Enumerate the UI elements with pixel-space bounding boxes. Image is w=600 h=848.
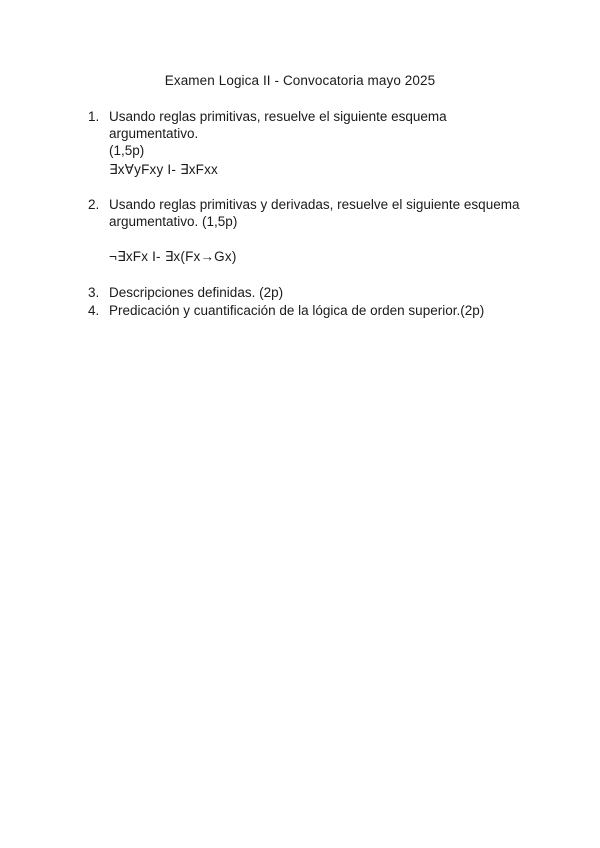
question-line: Descripciones definidas. (2p) bbox=[109, 285, 284, 300]
question-line: Usando reglas primitivas, resuelve el siguiente esquema argumentativo. bbox=[109, 109, 447, 141]
question-text bbox=[109, 302, 539, 319]
question-number: 1. bbox=[88, 109, 100, 124]
question-text bbox=[109, 108, 539, 159]
question-number: 4. bbox=[88, 303, 100, 318]
question-1-formula: ∃x∀yFxy I- ∃xFxx bbox=[109, 162, 218, 177]
question-number: 3. bbox=[88, 285, 100, 300]
question-line: argumentativo. (1,5p) bbox=[109, 214, 238, 229]
question-line: Usando reglas primitivas y derivadas, resuelve el siguiente esquema bbox=[109, 197, 520, 212]
question-text bbox=[109, 284, 539, 301]
question-number: 2. bbox=[88, 197, 100, 212]
question-line: Predicación y cuantificación de la lógica de orden superior.(2p) bbox=[109, 303, 485, 318]
question-text bbox=[109, 196, 539, 230]
question-2-formula: ¬∃xFx I- ∃x(Fx→Gx) bbox=[109, 249, 237, 264]
exam-title: Examen Logica II - Convocatoria mayo 2025 bbox=[164, 73, 436, 88]
question-line: (1,5p) bbox=[109, 143, 145, 158]
